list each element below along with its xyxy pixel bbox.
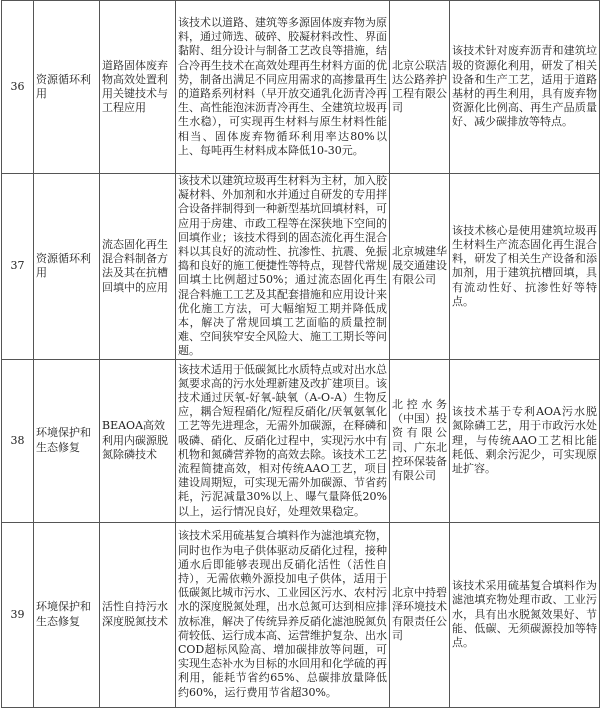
row-organization: 北京中持碧泽环境技术有限责任公司 xyxy=(390,522,450,707)
row-description: 该技术以建筑垃圾再生材料为主材，加入胶凝材料、外加剂和水并通过自研发的专用拌合设备拌制得到一种新型基坑回填材料，可应用于房建、市政工程等在深狭地下空间的回填作业；该技术得到的固态流化再生混合料以其良好的流动性、抗渗性、抗震、免振捣和良好的施工便捷性等特点，现替代常规回填土比例超过50%；通过流态固化再生混合料施工工艺及其配套措施和应用设计来优化施工方法，可大幅缩短工期并降低成本，解决了常规回填工艺面临的质量控制难、空间狭窄安全风险大、施工工期长等问题。 xyxy=(176,174,390,360)
table-row xyxy=(2,1,600,174)
row-organization: 北京城建华晟交通建设有限公司 xyxy=(390,174,450,360)
row-description: 该技术以道路、建筑等多源固体废弃物为原料，通过筛选、破碎、胶凝材料改性、界面黏附、组分设计与制备工艺改良等措施，结合冷再生技术在高效处理再生材料方面的优势，制备出满足不同应用需求的高掺量再生的道路系列材料（早开放交通乳化沥青冷再生、高性能泡沫沥青冷再生、全建筑垃圾再生水稳），可实现再生材料与原生材料性能相当、固体废弃物循环利用率达80%以上、每吨再生材料成本降低10-30元。 xyxy=(176,1,390,174)
row-number: 38 xyxy=(2,359,34,522)
row-category: 资源循环利用 xyxy=(34,1,100,174)
row-category: 资源循环利用 xyxy=(34,174,100,360)
row-technology-name: 活性自持污水深度脱氮技术 xyxy=(100,522,176,707)
row-description: 该技术适用于低碳氮比水质特点或对出水总氮要求高的污水处理新建及改扩建项目。该技术通过厌氧-好氧-缺氧（A-O-A）生物反应，耦合短程硝化/短程反硝化/厌氧氨氧化工艺等先进理念，无需外加碳源，在释磷和吸磷、硝化、反硝化过程中，实现污水中有机物和氮磷营养物的高效去除。该技术工艺流程简捷高效，相对传统AAO工艺，项目建设周期短，可实现无需外加碳源、节省药耗，污泥减量30%以上、曝气量降低20%以上，运行情况良好，处理效果稳定。 xyxy=(176,359,390,522)
row-features: 该技术针对废弃沥青和建筑垃圾的资源化利用，研发了相关设备和生产工艺，适用于道路基材的再生利用，具有废弃物资源化比例高、再生产品质量好、减少碳排放等特点。 xyxy=(450,1,600,174)
table-row xyxy=(2,174,600,360)
technology-table xyxy=(1,0,600,708)
row-number: 37 xyxy=(2,174,34,360)
row-features: 该技术采用硫基复合填料作为滤池填充物处理市政、工业污水，具有出水脱氮效果好、节能、低碳、无须碳源投加等特点。 xyxy=(450,522,600,707)
row-technology-name: 流态固化再生混合料制备方法及其在抗槽回填中的应用 xyxy=(100,174,176,360)
row-features: 该技术核心是使用建筑垃圾再生材料生产流态固化再生混合料，研发了相关生产设备和添加剂，用于建筑抗槽回填，具有流动性好、抗渗性好等特点。 xyxy=(450,174,600,360)
row-organization: 北控水务（中国）投资有限公司、广东北控环保装备有限公司 xyxy=(390,359,450,522)
row-description: 该技术采用硫基复合填料作为滤池填充物，同时也作为电子供体驱动反硝化过程，接种通水后即能够表现出反硝化活性（活性自持），无需依赖外源投加电子供体，适用于低碳氮比城市污水、工业园区污水、农村污水的深度脱氮处理，出水总氮可达到相应排放标准，解决了传统异养反硝化滤池脱氮负荷较低、运行成本高、运营维护复杂、出水COD超标风险高、增加碳排放等问题，可实现生态补水为目标的水回用和化学硫的再利用，能耗节省约65%、总碳排放量降低约60%，运行费用节省超30%。 xyxy=(176,522,390,707)
row-number: 36 xyxy=(2,1,34,174)
table-row xyxy=(2,522,600,707)
row-category: 环境保护和生态修复 xyxy=(34,522,100,707)
row-number: 39 xyxy=(2,522,34,707)
table-row xyxy=(2,359,600,522)
row-category: 环境保护和生态修复 xyxy=(34,359,100,522)
row-technology-name: 道路固体废弃物高效处置利用关键技术与工程应用 xyxy=(100,1,176,174)
row-organization: 北京公联洁达公路养护工程有限公司 xyxy=(390,1,450,174)
row-technology-name: BEAOA高效利用内碳源脱氮除磷技术 xyxy=(100,359,176,522)
row-features: 该技术基于专利AOA污水脱氮除磷工艺，用于市政污水处理，与传统AAO工艺相比能耗低、剩余污泥少，可实现原址扩容。 xyxy=(450,359,600,522)
